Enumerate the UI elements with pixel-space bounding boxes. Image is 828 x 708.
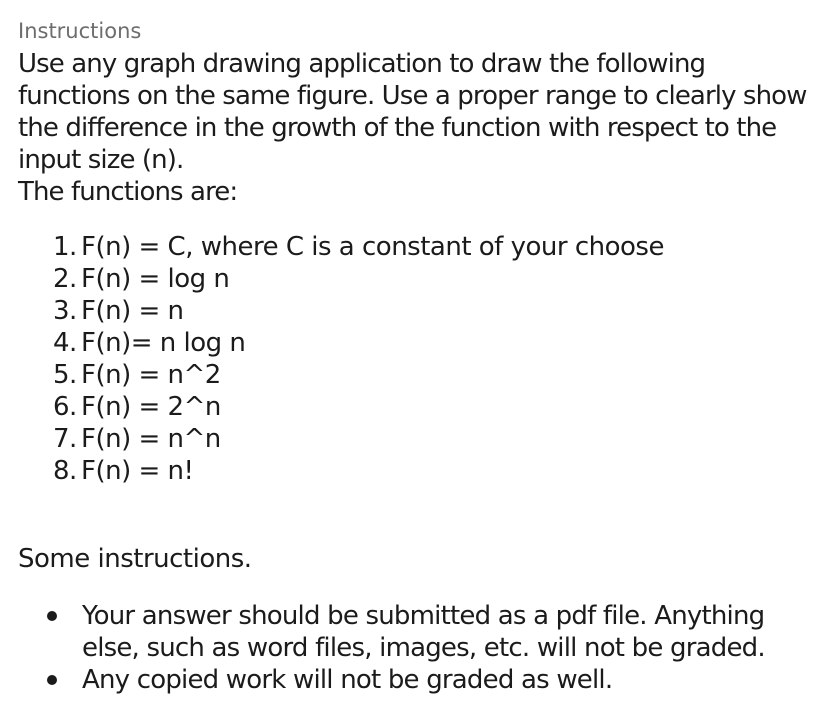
- function-text: F(n) = C, where C is a constant of your choose: [81, 232, 664, 262]
- intro-line: the difference in the growth of the function with respect to the: [18, 113, 777, 143]
- note-line: else, such as word files, images, etc. will not be graded.: [82, 633, 765, 663]
- intro-line: Use any graph drawing application to draw the following: [18, 49, 706, 79]
- function-item: [18, 263, 823, 295]
- function-text: F(n) = n^2: [81, 360, 221, 390]
- instructions-document: [18, 16, 823, 696]
- note-line: Your answer should be submitted as a pdf file. Anything: [82, 601, 765, 631]
- function-number: 5.: [53, 360, 77, 390]
- notes-heading: Some instructions.: [18, 544, 252, 574]
- intro-line: input size (n).: [18, 145, 184, 175]
- function-number: 4.: [53, 328, 77, 358]
- function-number: 7.: [53, 424, 77, 454]
- function-text: F(n) = log n: [81, 264, 230, 294]
- function-item: [18, 359, 823, 391]
- function-text: F(n) = n!: [81, 456, 194, 486]
- function-text: F(n)= n log n: [81, 328, 246, 358]
- bullet-dot-icon: [47, 611, 57, 621]
- note-item: [18, 600, 823, 664]
- function-list: [18, 231, 823, 487]
- function-item: [18, 327, 823, 359]
- function-item: [18, 455, 823, 487]
- functions-label: The functions are:: [18, 177, 238, 207]
- section-title: Instructions: [18, 19, 142, 43]
- function-item: [18, 423, 823, 455]
- intro-paragraph: [18, 48, 823, 208]
- note-item: [18, 664, 823, 696]
- function-number: 6.: [53, 392, 77, 422]
- function-text: F(n) = n^n: [81, 424, 221, 454]
- function-number: 3.: [53, 296, 77, 326]
- function-item: [18, 231, 823, 263]
- function-text: F(n) = 2^n: [81, 392, 221, 422]
- notes-list: [18, 600, 823, 696]
- bullet-dot-icon: [47, 675, 57, 685]
- note-line: Any copied work will not be graded as well.: [82, 665, 613, 695]
- function-text: F(n) = n: [81, 296, 184, 326]
- function-number: 1.: [53, 232, 77, 262]
- function-item: [18, 391, 823, 423]
- function-number: 8.: [53, 456, 77, 486]
- function-item: [18, 295, 823, 327]
- intro-line: functions on the same figure. Use a proper range to clearly show: [18, 81, 807, 111]
- function-number: 2.: [53, 264, 77, 294]
